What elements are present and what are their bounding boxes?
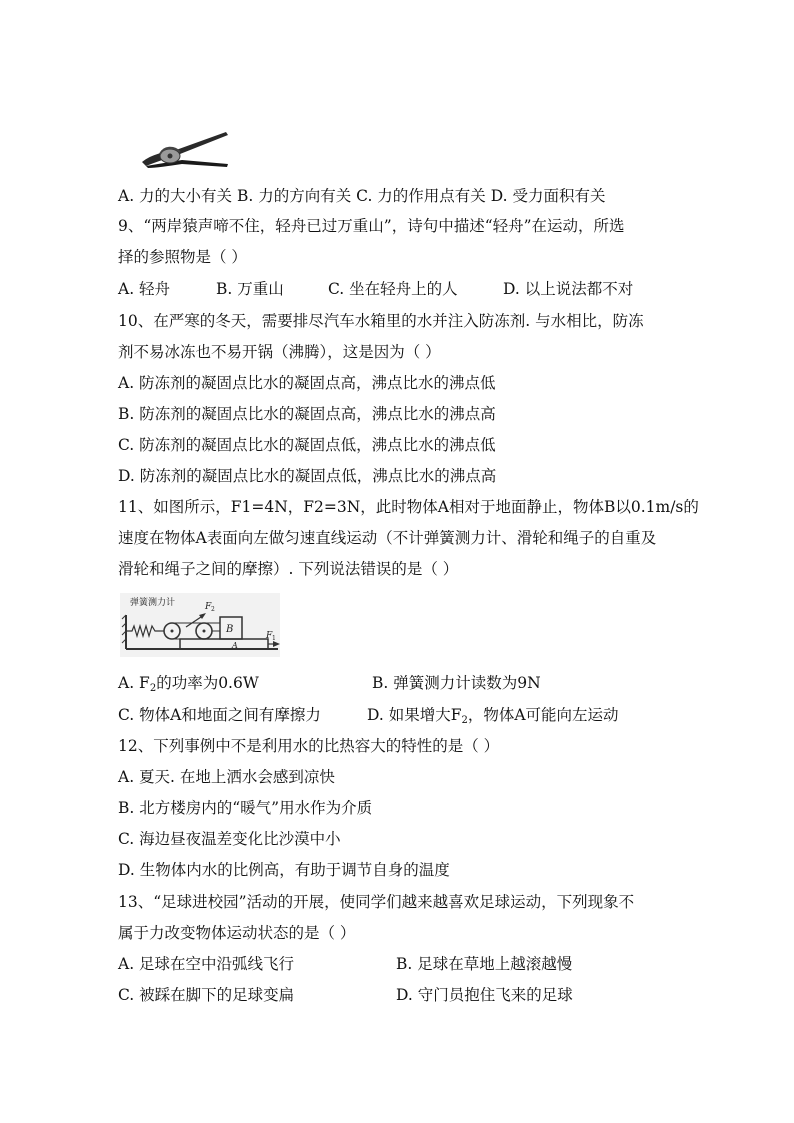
q9-stem-line2: 择的参照物是（ ）	[118, 248, 247, 266]
q10-stem-line1: 10、在严寒的冬天，需要排尽汽车水箱里的水并注入防冻剂. 与水相比，防冻	[118, 312, 644, 330]
q13-option-d: D. 守门员抱住飞来的足球	[396, 986, 573, 1004]
q11-option-d-post: ，物体A可能向左运动	[467, 706, 619, 724]
q11-option-b: B. 弹簧测力计读数为9N	[372, 674, 541, 692]
q10-option-c: C. 防冻剂的凝固点比水的凝固点低，沸点比水的沸点低	[118, 436, 496, 454]
q12-option-c: C. 海边昼夜温差变化比沙漠中小	[118, 830, 341, 848]
q11-option-c: C. 物体A和地面之间有摩擦力	[118, 706, 321, 724]
label-f1: F	[266, 631, 273, 641]
q13-option-b: B. 足球在草地上越滚越慢	[396, 955, 573, 973]
q11-stem-line1: 11、如图所示，F1=4N，F2=3N，此时物体A相对于地面静止，物体B以0.1m/s的	[118, 498, 699, 516]
q11-stem-line2: 速度在物体A表面向左做匀速直线运动（不计弹簧测力计、滑轮和绳子的自重及	[118, 529, 657, 547]
q10-option-a: A. 防冻剂的凝固点比水的凝固点高，沸点比水的沸点低	[118, 374, 496, 392]
q10-option-b: B. 防冻剂的凝固点比水的凝固点高，沸点比水的沸点高	[118, 405, 496, 423]
q13-option-a: A. 足球在空中沿弧线飞行	[118, 955, 295, 973]
q12-option-b: B. 北方楼房内的“暖气”用水作为介质	[118, 799, 373, 817]
q9-stem-line1: 9、“两岸猿声啼不住，轻舟已过万重山”，诗句中描述“轻舟”在运动，所选	[118, 217, 625, 235]
q11-stem-line3: 滑轮和绳子之间的摩擦）. 下列说法错误的是（ ）	[118, 560, 459, 578]
q11-option-a-pre: A. F	[118, 674, 150, 692]
label-a: A	[232, 641, 238, 650]
pliers-figure	[138, 124, 232, 170]
label-spring-scale: 弹簧测力计	[130, 598, 176, 608]
q13-stem-line1: 13、“足球进校园”活动的开展，使同学们越来越喜欢足球运动，下列现象不	[118, 893, 635, 911]
label-b: B	[226, 624, 234, 635]
q11-option-d-pre: D. 如果增大F	[367, 706, 462, 724]
q11-option-a	[118, 673, 259, 699]
label-f1-sub: 1	[272, 635, 276, 642]
q9-option-a: A. 轻舟	[118, 280, 171, 298]
q8-options: A. 力的大小有关 B. 力的方向有关 C. 力的作用点有关 D. 受力面积有关	[118, 187, 606, 205]
q9-option-c: C. 坐在轻舟上的人	[328, 280, 458, 298]
q13-option-c: C. 被踩在脚下的足球变扁	[118, 986, 295, 1004]
spring-pulley-figure	[120, 593, 280, 657]
q11-option-d	[367, 705, 619, 731]
q12-stem: 12、下列事例中不是利用水的比热容大的特性的是（ ）	[118, 737, 500, 755]
q11-option-a-sub: 2	[149, 683, 157, 694]
q13-stem-line2: 属于力改变物体运动状态的是（ ）	[118, 924, 356, 942]
q10-option-d: D. 防冻剂的凝固点比水的凝固点低，沸点比水的沸点高	[118, 467, 497, 485]
q12-option-d: D. 生物体内水的比例高，有助于调节自身的温度	[118, 861, 450, 879]
q9-option-b: B. 万重山	[216, 280, 284, 298]
label-f2: F	[205, 602, 212, 612]
q11-option-a-post: 的功率为0.6W	[156, 674, 259, 692]
q12-option-a: A. 夏天. 在地上洒水会感到凉快	[118, 768, 335, 786]
label-f2-sub: 2	[211, 606, 215, 613]
q9-option-d: D. 以上说法都不对	[503, 280, 634, 298]
q10-stem-line2: 剂不易冰冻也不易开锅（沸腾），这是因为（ ）	[118, 343, 441, 361]
q11-option-d-sub: 2	[461, 715, 468, 726]
